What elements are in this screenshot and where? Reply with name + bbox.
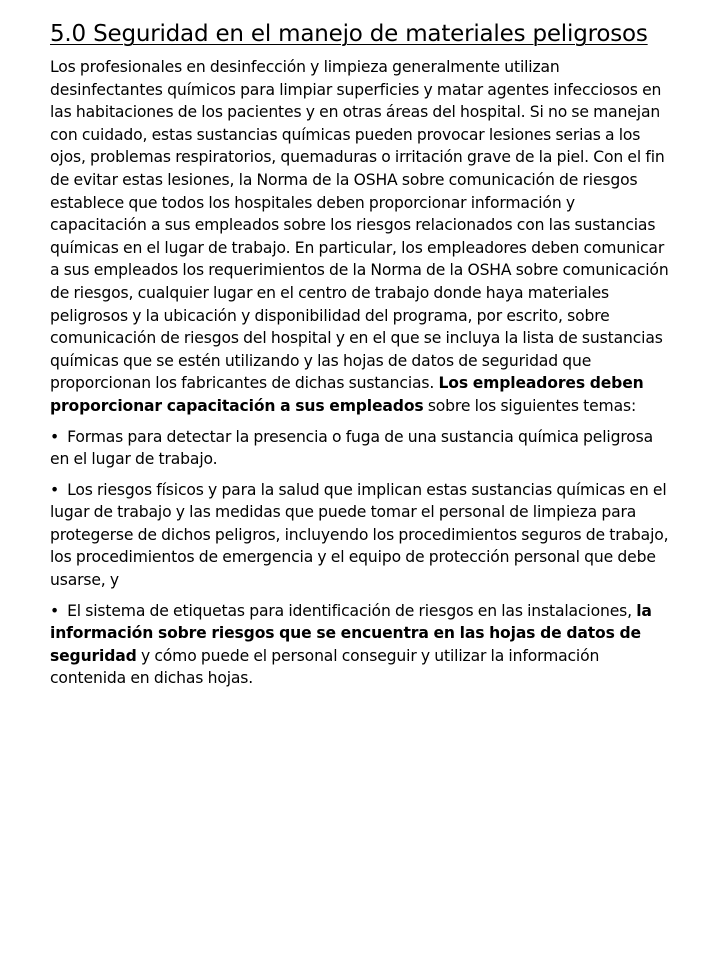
topics-list xyxy=(50,426,675,691)
list-item-text: Formas para detectar la presencia o fuga de una sustancia química peligrosa en el lugar de trabajo. xyxy=(50,427,654,469)
list-item xyxy=(50,426,675,471)
bullet-icon: • xyxy=(50,480,60,499)
list-item xyxy=(50,479,675,592)
bullet-icon: • xyxy=(50,601,60,620)
list-item-text: El sistema de etiquetas para identificación de riesgos en las instalaciones, xyxy=(67,601,637,620)
document-page xyxy=(50,20,675,690)
intro-bold-text: Los empleadores deben proporcionar capacitación a sus empleados xyxy=(50,374,644,415)
page-title: 5.0 Seguridad en el manejo de materiales peligrosos xyxy=(50,21,648,47)
list-item-text-end: y cómo puede el personal conseguir y utilizar la información contenida en dichas hojas. xyxy=(50,646,600,688)
list-item-text: Los riesgos físicos y para la salud que implican estas sustancias químicas en el lugar de trabajo y las medidas que puede tomar el personal de limpieza para protegerse de dichos peligros, incluyendo los procedimientos seguros de trabajo, los procedimientos de emergencia y el equipo de protección personal que debe usarse, y xyxy=(50,480,669,590)
list-item xyxy=(50,600,675,690)
intro-text-1: Los profesionales en desinfección y limpieza generalmente utilizan desinfectantes químicos para limpiar superficies y matar agentes infecciosos en las habitaciones de los pacientes y en otras áreas del hospital. Si no se manejan con cuidado, estas sustancias químicas pueden provocar lesiones serias a los ojos, problemas respiratorios, quemaduras o irritación grave de la piel. Con el fin de evitar estas lesiones, la Norma de la OSHA sobre comunicación de riesgos establece que todos los hospitales deben proporcionar información y capacitación a sus empleados sobre los riesgos relacionados con las sustancias químicas en el lugar de trabajo. En particular, los empleadores deben comunicar a sus empleados los requerimientos de la Norma de la OSHA sobre comunicación de riesgos, cualquier lugar en el centro de trabajo donde haya materiales peligrosos y la ubicación y disponibilidad del programa, por escrito, sobre comunicación de riesgos del hospital y en el que se incluya la lista de sustancias químicas que se estén utilizando y las hojas de datos de seguridad que proporcionan los fabricantes de dichas sustancias. xyxy=(50,58,669,393)
intro-paragraph xyxy=(50,56,675,418)
bullet-icon: • xyxy=(50,427,60,446)
intro-text-2: sobre los siguientes temas: xyxy=(423,396,637,415)
list-item-bold-text: la información sobre riesgos que se encuentra en las hojas de datos de seguridad xyxy=(50,601,652,665)
